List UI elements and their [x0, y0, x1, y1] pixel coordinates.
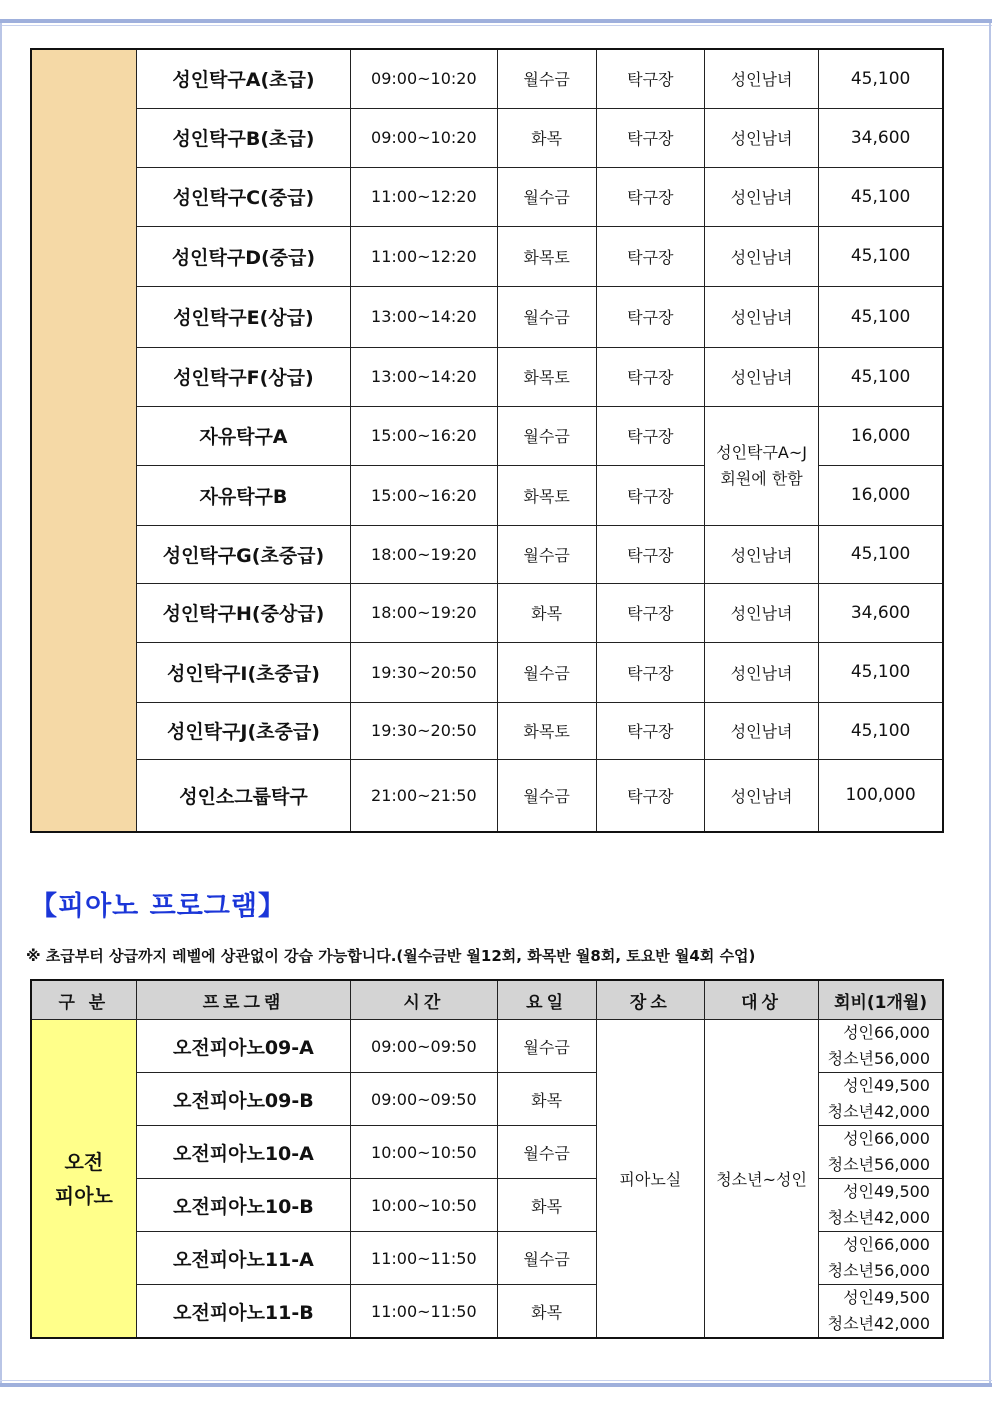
- piano-place: 피아노실: [596, 1020, 704, 1339]
- page-border-bottom: [0, 1383, 992, 1387]
- class-target: 성인남녀: [704, 167, 818, 226]
- class-time: 18:00~19:20: [351, 583, 497, 642]
- class-time: 09:00~09:50: [351, 1073, 497, 1126]
- program-name: 성인탁구D(중급): [136, 226, 350, 286]
- program-name: 성인탁구H(중상급): [136, 583, 350, 642]
- program-name: 성인탁구J(초중급): [136, 702, 350, 759]
- class-days: 월수금: [497, 525, 596, 583]
- fee-youth: 청소년56,000: [827, 1261, 930, 1280]
- class-days: 화목토: [497, 465, 596, 525]
- class-days: 화목토: [497, 702, 596, 759]
- fee-adult: 성인49,500: [843, 1288, 930, 1307]
- class-fee: 16,000: [819, 465, 943, 525]
- class-fee: 45,100: [819, 286, 943, 347]
- category-line1: 오전: [64, 1149, 104, 1174]
- class-target: 성인남녀: [704, 347, 818, 406]
- fee-youth: 청소년42,000: [827, 1208, 930, 1227]
- class-days: 화목토: [497, 226, 596, 286]
- class-fee: 45,100: [819, 49, 943, 108]
- class-fee: [819, 1179, 943, 1232]
- program-name: 성인탁구G(초중급): [136, 525, 350, 583]
- class-time: 11:00~12:20: [351, 226, 497, 286]
- class-target: 성인남녀: [704, 286, 818, 347]
- piano-target: 청소년~성인: [704, 1020, 818, 1339]
- class-days: 화목: [497, 1285, 596, 1339]
- class-place: 탁구장: [596, 642, 704, 702]
- piano-section-title: 【피아노 프로그램】: [30, 891, 286, 922]
- table-row: [31, 286, 943, 347]
- class-fee: 45,100: [819, 226, 943, 286]
- class-time: 09:00~10:20: [351, 49, 497, 108]
- program-name: 오전피아노10-A: [136, 1126, 350, 1179]
- class-days: 화목: [497, 1179, 596, 1232]
- program-name: 성인탁구A(초급): [136, 49, 350, 108]
- class-time: 10:00~10:50: [351, 1179, 497, 1232]
- class-time: 18:00~19:20: [351, 525, 497, 583]
- class-fee: [819, 1232, 943, 1285]
- fee-adult: 성인49,500: [843, 1076, 930, 1095]
- class-target: 성인남녀: [704, 702, 818, 759]
- class-time: 19:30~20:50: [351, 702, 497, 759]
- table-row: [31, 167, 943, 226]
- class-days: 월수금: [497, 49, 596, 108]
- fee-adult: 성인49,500: [843, 1182, 930, 1201]
- class-time: 11:00~11:50: [351, 1285, 497, 1339]
- class-fee: [819, 1073, 943, 1126]
- piano-section-note: ※ 초급부터 상급까지 레벨에 상관없이 강습 가능합니다.(월수금반 월12회, 화목반 월8회, 토요반 월4회 수업): [26, 947, 756, 965]
- fee-adult: 성인66,000: [843, 1235, 930, 1254]
- class-place: 탁구장: [596, 108, 704, 167]
- table-header-row: [31, 980, 943, 1020]
- class-place: 탁구장: [596, 49, 704, 108]
- page-border-right: [989, 23, 991, 1385]
- class-days: 월수금: [497, 759, 596, 832]
- category-line2: 피아노: [54, 1183, 113, 1208]
- class-time: 09:00~09:50: [351, 1020, 497, 1073]
- class-days: 월수금: [497, 406, 596, 465]
- class-fee: 45,100: [819, 702, 943, 759]
- class-place: 탁구장: [596, 226, 704, 286]
- page-border-top-inner: [0, 25, 992, 26]
- program-name: 오전피아노11-B: [136, 1285, 350, 1339]
- class-fee: [819, 1126, 943, 1179]
- class-place: 탁구장: [596, 347, 704, 406]
- class-days: 월수금: [497, 642, 596, 702]
- class-time: 15:00~16:20: [351, 465, 497, 525]
- program-name: 성인탁구B(초급): [136, 108, 350, 167]
- class-target: 성인남녀: [704, 642, 818, 702]
- header-program: 프로그램: [136, 980, 350, 1020]
- class-time: 11:00~11:50: [351, 1232, 497, 1285]
- class-target: 성인남녀: [704, 49, 818, 108]
- program-name: 오전피아노11-A: [136, 1232, 350, 1285]
- table-row: [31, 347, 943, 406]
- class-time: 21:00~21:50: [351, 759, 497, 832]
- table-row: [31, 702, 943, 759]
- header-place: 장소: [596, 980, 704, 1020]
- fee-youth: 청소년56,000: [827, 1155, 930, 1174]
- table-row: [31, 759, 943, 832]
- class-place: 탁구장: [596, 525, 704, 583]
- header-time: 시간: [351, 980, 497, 1020]
- fee-adult: 성인66,000: [843, 1023, 930, 1042]
- class-days: 월수금: [497, 1232, 596, 1285]
- page-border-left: [0, 23, 2, 1385]
- class-time: 13:00~14:20: [351, 286, 497, 347]
- category-cell: [31, 49, 136, 832]
- class-time: 11:00~12:20: [351, 167, 497, 226]
- class-place: 탁구장: [596, 583, 704, 642]
- table-row: [31, 406, 943, 465]
- program-name: 오전피아노09-A: [136, 1020, 350, 1073]
- class-fee: 16,000: [819, 406, 943, 465]
- class-days: 월수금: [497, 1126, 596, 1179]
- fee-youth: 청소년42,000: [827, 1314, 930, 1333]
- program-name: 오전피아노09-B: [136, 1073, 350, 1126]
- class-fee: 34,600: [819, 583, 943, 642]
- program-name: 성인탁구F(상급): [136, 347, 350, 406]
- class-place: 탁구장: [596, 465, 704, 525]
- class-time: 13:00~14:20: [351, 347, 497, 406]
- class-days: 화목토: [497, 347, 596, 406]
- class-target: 성인남녀: [704, 525, 818, 583]
- table-row: [31, 108, 943, 167]
- class-fee: 45,100: [819, 347, 943, 406]
- class-fee: 45,100: [819, 525, 943, 583]
- class-target: 성인남녀: [704, 583, 818, 642]
- fee-adult: 성인66,000: [843, 1129, 930, 1148]
- program-name: 성인탁구E(상급): [136, 286, 350, 347]
- class-place: 탁구장: [596, 167, 704, 226]
- class-place: 탁구장: [596, 759, 704, 832]
- table-row: [31, 1020, 943, 1073]
- program-name: 자유탁구A: [136, 406, 350, 465]
- fee-youth: 청소년42,000: [827, 1102, 930, 1121]
- class-fee: 34,600: [819, 108, 943, 167]
- program-name: 성인탁구I(초중급): [136, 642, 350, 702]
- class-target: 성인남녀: [704, 226, 818, 286]
- header-fee: 회비(1개월): [819, 980, 943, 1020]
- free-table-tennis-target-note: [704, 406, 818, 525]
- table-row: [31, 525, 943, 583]
- header-category: 구 분: [31, 980, 136, 1020]
- class-fee: [819, 1020, 943, 1073]
- table-row: [31, 49, 943, 108]
- piano-schedule-table: [30, 979, 944, 1339]
- class-time: 09:00~10:20: [351, 108, 497, 167]
- program-name: 자유탁구B: [136, 465, 350, 525]
- header-days: 요일: [497, 980, 596, 1020]
- page-border-bottom-inner: [0, 1380, 992, 1381]
- class-target: 성인남녀: [704, 759, 818, 832]
- class-place: 탁구장: [596, 702, 704, 759]
- piano-category-cell: [31, 1020, 136, 1339]
- class-days: 화목: [497, 108, 596, 167]
- table-row: [31, 583, 943, 642]
- class-place: 탁구장: [596, 406, 704, 465]
- class-fee: 45,100: [819, 642, 943, 702]
- program-name: 성인소그룹탁구: [136, 759, 350, 832]
- table-row: [31, 642, 943, 702]
- class-fee: 100,000: [819, 759, 943, 832]
- header-target: 대상: [704, 980, 818, 1020]
- class-days: 월수금: [497, 167, 596, 226]
- free-note-line1: 성인탁구A~J: [716, 442, 808, 462]
- fee-youth: 청소년56,000: [827, 1049, 930, 1068]
- program-name: 오전피아노10-B: [136, 1179, 350, 1232]
- table-row: [31, 226, 943, 286]
- class-days: 화목: [497, 1073, 596, 1126]
- class-days: 월수금: [497, 286, 596, 347]
- class-days: 월수금: [497, 1020, 596, 1073]
- class-time: 19:30~20:50: [351, 642, 497, 702]
- class-fee: [819, 1285, 943, 1339]
- free-note-line2: 회원에 한함: [720, 468, 803, 488]
- class-fee: 45,100: [819, 167, 943, 226]
- class-time: 15:00~16:20: [351, 406, 497, 465]
- class-days: 화목: [497, 583, 596, 642]
- table-tennis-schedule-table: [30, 48, 944, 833]
- class-target: 성인남녀: [704, 108, 818, 167]
- class-place: 탁구장: [596, 286, 704, 347]
- page-border-top: [0, 19, 992, 23]
- program-name: 성인탁구C(중급): [136, 167, 350, 226]
- class-time: 10:00~10:50: [351, 1126, 497, 1179]
